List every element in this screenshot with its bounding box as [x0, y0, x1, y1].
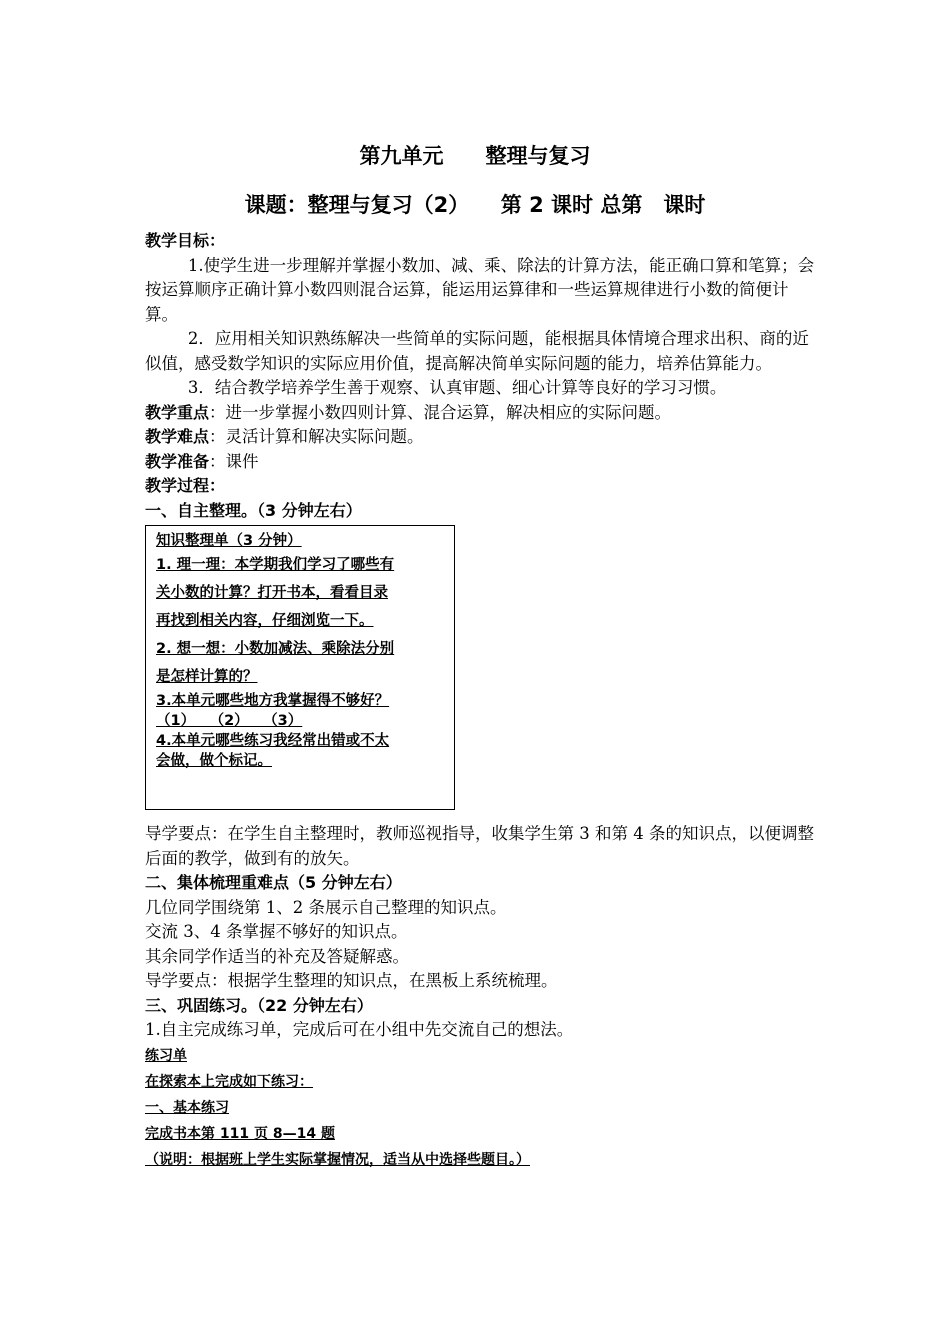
objective-3: 3．结合教学培养学生善于观察、认真审题、细心计算等良好的学习习惯。 — [187, 378, 727, 397]
key-points-text: ：进一步掌握小数四则计算、混合运算，解决相应的实际问题。 — [209, 402, 672, 422]
sheet-item3: 3.本单元哪些地方我掌握得不够好？ — [156, 693, 390, 709]
section2-line-2: 交流 3、4 条掌握不够好的知识点。 — [145, 922, 408, 941]
sheet-item1-line2: 关小数的计算？打开书本，看看目录 — [156, 585, 388, 601]
exercise-intro: 在探索本上完成如下练习： — [145, 1073, 313, 1090]
sheet-title: 知识整理单（3 分钟） — [156, 533, 302, 549]
preparation-text: ：课件 — [209, 451, 259, 471]
difficulties-label: 教学难点 — [145, 427, 210, 446]
lesson-title: 课题：整理与复习（2） 第 2 课时 总第 课时 — [244, 193, 706, 217]
difficulties — [145, 425, 815, 450]
document-body — [145, 229, 815, 1173]
key-points — [145, 401, 815, 426]
unit-title: 第九单元 整理与复习 — [359, 144, 591, 168]
process-heading: 教学过程： — [145, 476, 226, 495]
sheet-item1-line1: 1. 理一理：本学期我们学习了哪些有 — [156, 557, 395, 573]
section1-heading: 一、自主整理。（3 分钟左右） — [145, 500, 362, 520]
exercise-title: 练习单 — [145, 1047, 187, 1064]
section2-line-3: 其余同学作适当的补充及答疑解惑。 — [145, 946, 409, 966]
knowledge-sheet-box — [145, 525, 455, 810]
key-points-label: 教学重点 — [145, 402, 210, 422]
exercise-subheading: 一、基本练习 — [145, 1099, 229, 1116]
objective-2: 2．应用相关知识熟练解决一些简单的实际问题，能根据具体情境合理求出积、商的近似值，感受数学知识的实际应用价值，提高解决简单实际问题的能力，培养估算能力。 — [145, 329, 809, 373]
section3-heading: 三、巩固练习。（22 分钟左右） — [145, 995, 373, 1015]
exercise-task: 完成书本第 111 页 8—14 题 — [145, 1125, 335, 1142]
sheet-item4-line2: 会做，做个标记。 — [156, 753, 272, 769]
section2-guide: 导学要点：根据学生整理的知识点，在黑板上系统梳理。 — [145, 971, 558, 990]
sheet-item4-line1: 4.本单元哪些练习我经常出错或不太 — [156, 733, 390, 749]
exercise-note: （说明：根据班上学生实际掌握情况，适当从中选择些题目。） — [145, 1151, 530, 1168]
preparation-label: 教学准备 — [145, 451, 210, 471]
sheet-item3-blanks: （1） （2） （3） — [156, 713, 303, 729]
sheet-item2-line2: 是怎样计算的？ — [156, 669, 258, 685]
preparation — [145, 450, 815, 475]
difficulties-text: ：灵活计算和解决实际问题。 — [209, 427, 424, 446]
objectives-heading: 教学目标： — [145, 231, 226, 250]
sheet-item1-line3: 再找到相关内容，仔细浏览一下。 — [156, 613, 374, 629]
section2-heading: 二、集体梳理重难点（5 分钟左右） — [145, 873, 402, 892]
section1-guide: 导学要点：在学生自主整理时，教师巡视指导，收集学生第 3 和第 4 条的知识点，以便调整后面的教学，做到有的放矢。 — [145, 824, 814, 868]
sheet-item2-line1: 2. 想一想：小数加减法、乘除法分别 — [156, 641, 395, 657]
section3-line1: 1.自主完成练习单，完成后可在小组中先交流自己的想法。 — [145, 1020, 574, 1039]
section2-line-1: 几位同学围绕第 1、2 条展示自己整理的知识点。 — [145, 897, 507, 917]
objective-1: 1.使学生进一步理解并掌握小数加、减、乘、除法的计算方法，能正确口算和笔算；会按运算顺序正确计算小数四则混合运算，能运用运算律和一些运算规律进行小数的简便计算。 — [145, 255, 815, 324]
